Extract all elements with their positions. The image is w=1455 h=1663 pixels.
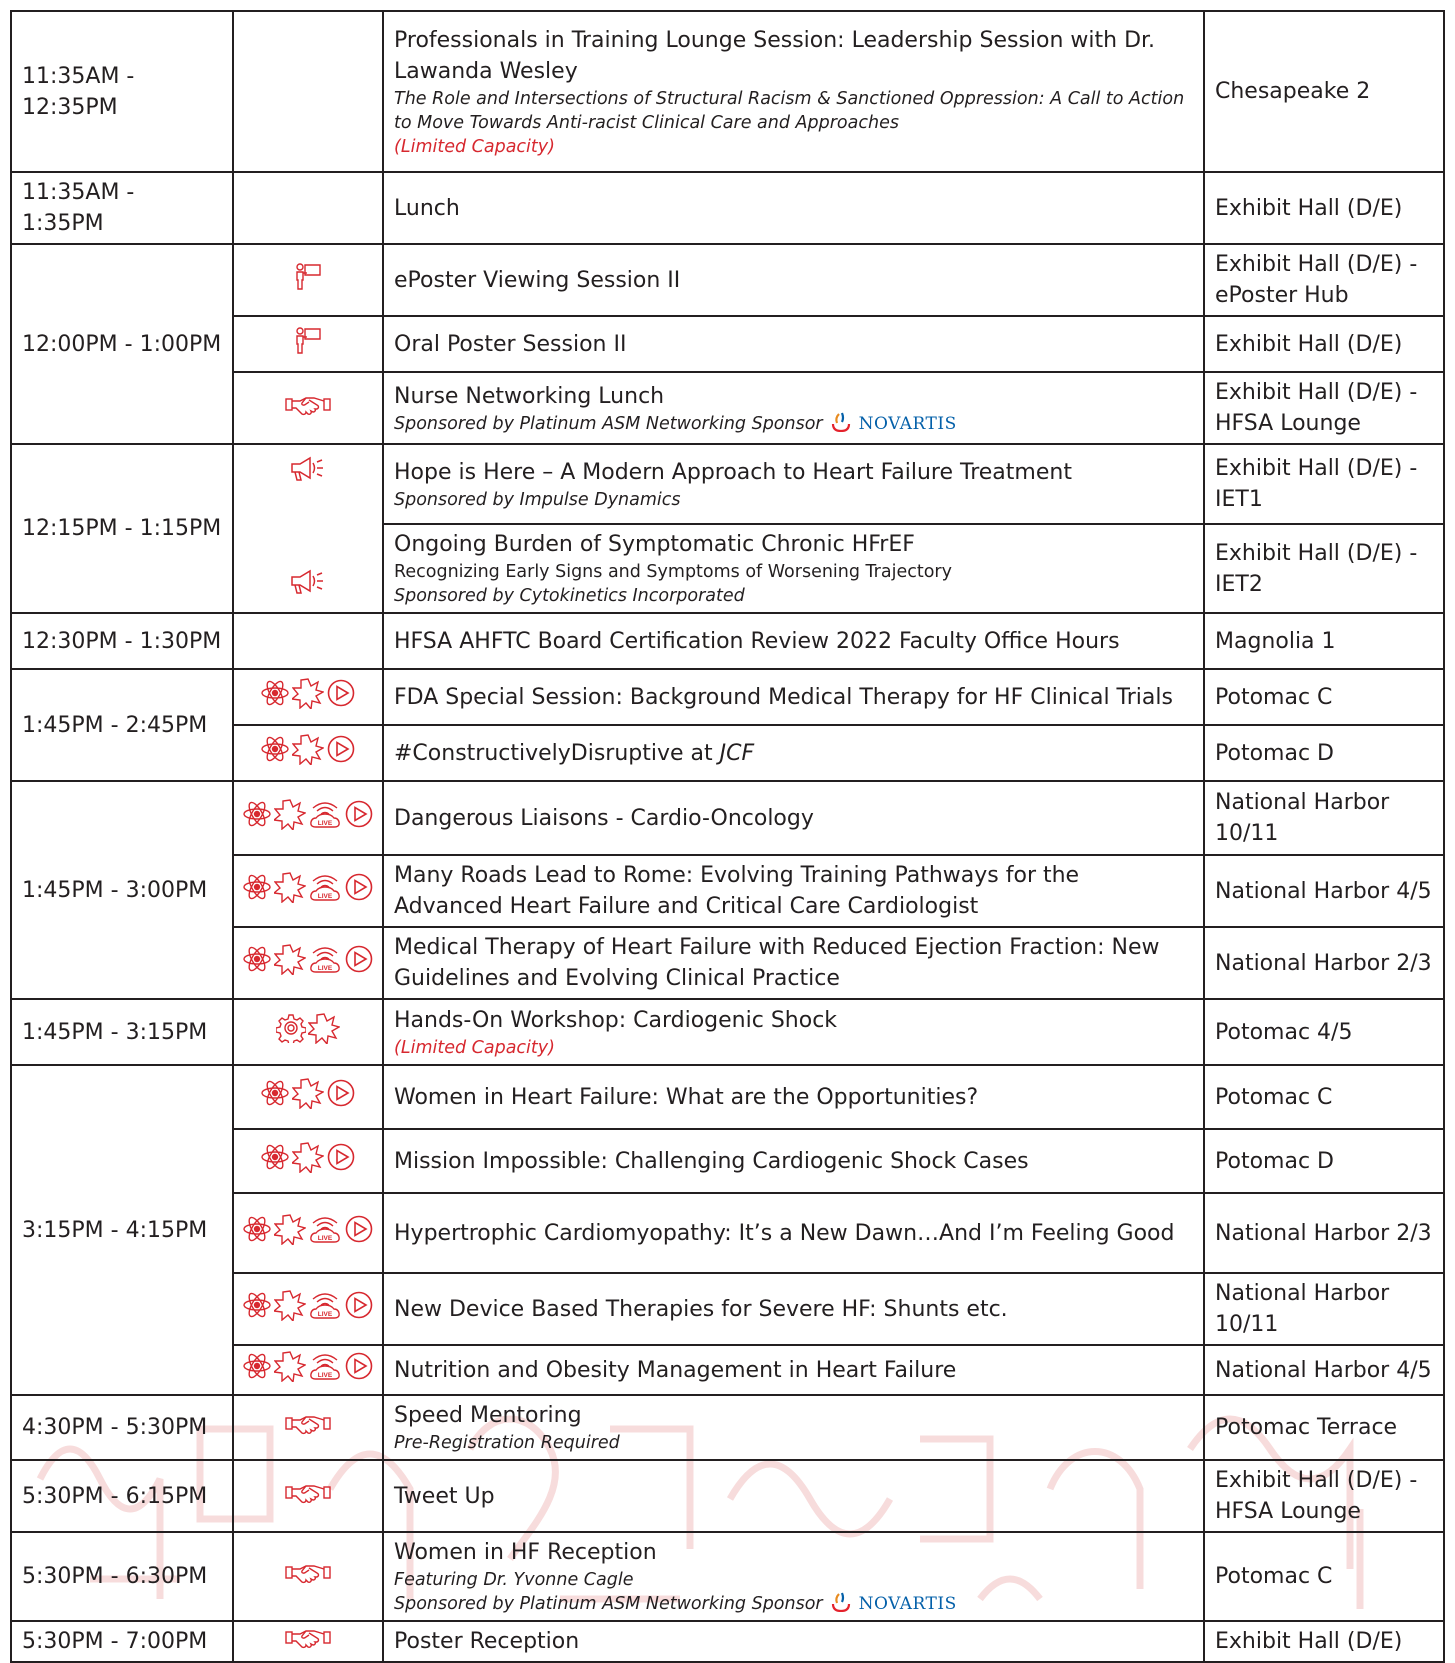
session-icons: [233, 172, 383, 244]
atom-icon: [260, 1078, 290, 1117]
session-details: [383, 725, 1204, 781]
session-title: Oral Poster Session II: [394, 331, 627, 357]
table-row: [11, 1532, 1444, 1621]
session-location: National Harbor 4/5: [1204, 1345, 1444, 1395]
session-icons: [233, 613, 383, 669]
play-icon: [326, 734, 356, 773]
session-location: Exhibit Hall (D/E) - ePoster Hub: [1204, 244, 1444, 316]
session-time: 5:30PM - 7:00PM: [11, 1621, 233, 1662]
session-title: Tweet Up: [394, 1483, 495, 1509]
session-sponsor: [394, 1431, 1193, 1455]
session-icons: [233, 927, 383, 999]
svg-text:LIVE: LIVE: [317, 1310, 333, 1318]
session-details: [383, 524, 1204, 613]
session-icons: [233, 669, 383, 725]
poster-icon: [293, 261, 323, 300]
session-sponsor: [394, 412, 1193, 436]
session-location: Potomac C: [1204, 1532, 1444, 1621]
handshake-icon: [285, 391, 331, 426]
session-details: [383, 1532, 1204, 1621]
session-title: ePoster Viewing Session II: [394, 267, 681, 293]
session-time: 12:00PM - 1:00PM: [11, 244, 233, 444]
session-time: 3:15PM - 4:15PM: [11, 1065, 233, 1395]
handshake-icon: [285, 1624, 331, 1659]
session-time: 1:45PM - 2:45PM: [11, 669, 233, 781]
burst-icon: [292, 1077, 324, 1118]
atom-icon: [260, 734, 290, 773]
table-row: [11, 244, 1444, 316]
session-icons: [233, 855, 383, 927]
table-row: [11, 172, 1444, 244]
session-icons: [233, 999, 383, 1065]
burst-icon: [292, 733, 324, 774]
svg-text:LIVE: LIVE: [317, 819, 333, 827]
session-title: Poster Reception: [394, 1629, 580, 1654]
session-title-journal: JCF: [719, 740, 755, 766]
session-icons: [233, 1193, 383, 1273]
live-icon: [308, 797, 342, 840]
session-location: Magnolia 1: [1204, 613, 1444, 669]
sponsor-text: Pre-Registration Required: [394, 1433, 620, 1453]
session-icons: [233, 1129, 383, 1193]
session-sponsor: [394, 488, 1193, 512]
play-icon: [344, 799, 374, 838]
play-icon: [344, 1214, 374, 1253]
session-title: Nurse Networking Lunch: [394, 383, 665, 409]
session-subtitle: Recognizing Early Signs and Symptoms of Worsening Trajectory: [394, 562, 952, 582]
session-title: Dangerous Liaisons - Cardio-Oncology: [394, 805, 814, 831]
svg-text:LIVE: LIVE: [317, 1371, 333, 1379]
session-title: Speed Mentoring: [394, 1403, 582, 1428]
session-icons: [233, 725, 383, 781]
session-icons: [233, 444, 383, 613]
session-sponsor: [394, 584, 1193, 608]
limited-capacity-note: (Limited Capacity): [394, 1037, 555, 1058]
burst-icon: [274, 943, 306, 984]
session-details: [383, 1273, 1204, 1345]
session-time: 11:35AM - 1:35PM: [11, 172, 233, 244]
session-location: Exhibit Hall (D/E): [1204, 172, 1444, 244]
megaphone-icon: [289, 568, 327, 605]
session-icons: [233, 1532, 383, 1621]
session-location: Potomac C: [1204, 669, 1444, 725]
session-details: [383, 669, 1204, 725]
live-icon: [308, 1212, 342, 1255]
session-details: [383, 372, 1204, 444]
session-title: Women in Heart Failure: What are the Opportunities?: [394, 1084, 979, 1110]
session-title: HFSA AHFTC Board Certification Review 2022 Faculty Office Hours: [394, 628, 1120, 654]
session-location: Potomac 4/5: [1204, 999, 1444, 1065]
session-subtitle: The Role and Intersections of Structural Racism & Sanctioned Oppression: A Call to Action to Move Towards Anti-racist Clinical Care and Approaches: [394, 88, 1185, 133]
session-location: Potomac D: [1204, 1129, 1444, 1193]
session-title: Hands-On Workshop: Cardiogenic Shock: [394, 1007, 838, 1033]
session-icons: [233, 1345, 383, 1395]
play-icon: [344, 872, 374, 911]
session-details: [383, 1193, 1204, 1273]
table-row: [11, 1065, 1444, 1129]
burst-icon: [292, 677, 324, 718]
session-location: National Harbor 2/3: [1204, 927, 1444, 999]
session-location: Exhibit Hall (D/E): [1204, 316, 1444, 372]
session-details: [383, 11, 1204, 172]
atom-icon: [260, 1142, 290, 1181]
session-details: [383, 927, 1204, 999]
session-icons: [233, 11, 383, 172]
live-icon: [308, 1288, 342, 1331]
atom-icon: [242, 1214, 272, 1253]
session-location: Chesapeake 2: [1204, 11, 1444, 172]
play-icon: [326, 1142, 356, 1181]
session-title: #ConstructivelyDisruptive at: [394, 740, 720, 766]
svg-text:LIVE: LIVE: [317, 1234, 333, 1242]
session-location: Exhibit Hall (D/E) - HFSA Lounge: [1204, 1460, 1444, 1532]
session-details: [383, 172, 1204, 244]
burst-icon: [274, 798, 306, 839]
live-icon: [308, 942, 342, 985]
session-icons: [233, 781, 383, 855]
session-icons: [233, 1395, 383, 1460]
session-title: Many Roads Lead to Rome: Evolving Training Pathways for the Advanced Heart Failure and Critical Care Cardiologist: [394, 863, 1080, 919]
session-details: [383, 316, 1204, 372]
session-sponsor: [394, 1592, 1193, 1616]
table-row: [11, 613, 1444, 669]
atom-icon: [242, 1351, 272, 1390]
session-location: Exhibit Hall (D/E) - IET1: [1204, 444, 1444, 524]
session-time: 5:30PM - 6:30PM: [11, 1532, 233, 1621]
session-details: [383, 1129, 1204, 1193]
session-details: [383, 999, 1204, 1065]
session-location: Potomac Terrace: [1204, 1395, 1444, 1460]
session-title: Mission Impossible: Challenging Cardiogenic Shock Cases: [394, 1148, 1029, 1174]
sponsor-text: Sponsored by Platinum ASM Networking Sponsor: [394, 1594, 823, 1614]
session-details: [383, 1395, 1204, 1460]
session-time: 11:35AM - 12:35PM: [11, 11, 233, 172]
burst-icon: [292, 1141, 324, 1182]
session-location: National Harbor 10/11: [1204, 1273, 1444, 1345]
atom-icon: [242, 944, 272, 983]
live-icon: [308, 870, 342, 913]
session-title: Lunch: [394, 195, 460, 221]
session-details: [383, 1621, 1204, 1662]
session-details: [383, 613, 1204, 669]
handshake-icon: [285, 1410, 331, 1445]
session-details: [383, 781, 1204, 855]
novartis-logo: [831, 412, 957, 436]
session-icons: [233, 1460, 383, 1532]
table-row: [11, 11, 1444, 172]
session-location: Exhibit Hall (D/E) - IET2: [1204, 524, 1444, 613]
session-title: Nutrition and Obesity Management in Heart Failure: [394, 1357, 957, 1383]
handshake-icon: [285, 1479, 331, 1514]
poster-icon: [293, 325, 323, 364]
handshake-icon: [285, 1559, 331, 1594]
session-title: Hypertrophic Cardiomyopathy: It’s a New Dawn…And I’m Feeling Good: [394, 1220, 1175, 1246]
session-location: Potomac C: [1204, 1065, 1444, 1129]
play-icon: [326, 1078, 356, 1117]
session-details: [383, 1460, 1204, 1532]
session-time: 12:30PM - 1:30PM: [11, 613, 233, 669]
session-time: 1:45PM - 3:15PM: [11, 999, 233, 1065]
session-title: Ongoing Burden of Symptomatic Chronic HFrEF: [394, 532, 915, 557]
session-icons: [233, 244, 383, 316]
session-details: [383, 244, 1204, 316]
session-time: 1:45PM - 3:00PM: [11, 781, 233, 999]
burst-icon: [274, 1289, 306, 1330]
session-featuring: Featuring Dr. Yvonne Cagle: [394, 1570, 634, 1590]
session-location: National Harbor 4/5: [1204, 855, 1444, 927]
play-icon: [344, 944, 374, 983]
atom-icon: [242, 872, 272, 911]
session-icons: [233, 372, 383, 444]
burst-icon: [274, 871, 306, 912]
burst-icon: [274, 1350, 306, 1391]
session-title: Professionals in Training Lounge Session: Leadership Session with Dr. Lawanda Wesley: [394, 27, 1156, 84]
burst-icon: [308, 1012, 340, 1053]
session-title: Hope is Here – A Modern Approach to Heart Failure Treatment: [394, 459, 1072, 485]
table-row: [11, 781, 1444, 855]
session-location: Exhibit Hall (D/E): [1204, 1621, 1444, 1662]
play-icon: [344, 1290, 374, 1329]
limited-capacity-note: (Limited Capacity): [394, 136, 555, 157]
session-location: Exhibit Hall (D/E) - HFSA Lounge: [1204, 372, 1444, 444]
table-row: [11, 1460, 1444, 1532]
novartis-logo-text: NOVARTIS: [858, 413, 957, 434]
session-time: 5:30PM - 6:15PM: [11, 1460, 233, 1532]
session-time: 12:15PM - 1:15PM: [11, 444, 233, 613]
novartis-logo-text: NOVARTIS: [858, 1594, 957, 1614]
table-row: [11, 444, 1444, 524]
play-icon: [326, 678, 356, 717]
session-title: New Device Based Therapies for Severe HF: Shunts etc.: [394, 1296, 1008, 1322]
sponsor-text: Sponsored by Impulse Dynamics: [394, 489, 681, 510]
session-details: [383, 855, 1204, 927]
sponsor-text: Sponsored by Platinum ASM Networking Sponsor: [394, 413, 823, 434]
megaphone-icon: [289, 455, 327, 492]
live-icon: [308, 1349, 342, 1392]
svg-text:LIVE: LIVE: [317, 892, 333, 900]
atom-icon: [242, 1290, 272, 1329]
session-icons: [233, 316, 383, 372]
session-title: FDA Special Session: Background Medical Therapy for HF Clinical Trials: [394, 684, 1173, 710]
session-details: [383, 1065, 1204, 1129]
session-icons: [233, 1065, 383, 1129]
table-row: [11, 1395, 1444, 1460]
session-location: Potomac D: [1204, 725, 1444, 781]
svg-text:LIVE: LIVE: [317, 964, 333, 972]
table-row: [11, 1621, 1444, 1662]
session-location: National Harbor 2/3: [1204, 1193, 1444, 1273]
session-location: National Harbor 10/11: [1204, 781, 1444, 855]
gear-icon: [276, 1013, 306, 1052]
burst-icon: [274, 1213, 306, 1254]
sponsor-text: Sponsored by Cytokinetics Incorporated: [394, 586, 745, 606]
atom-icon: [242, 799, 272, 838]
session-title: Medical Therapy of Heart Failure with Reduced Ejection Fraction: New Guidelines and Evolving Clinical Practice: [394, 935, 1160, 991]
session-details: [383, 1345, 1204, 1395]
table-row: [11, 999, 1444, 1065]
session-details: [383, 444, 1204, 524]
session-title: Women in HF Reception: [394, 1540, 657, 1565]
novartis-logo: [831, 1592, 957, 1616]
session-time: 4:30PM - 5:30PM: [11, 1395, 233, 1460]
schedule-table: [10, 10, 1445, 1663]
session-icons: [233, 1621, 383, 1662]
play-icon: [344, 1351, 374, 1390]
session-icons: [233, 1273, 383, 1345]
table-row: [11, 669, 1444, 725]
atom-icon: [260, 678, 290, 717]
